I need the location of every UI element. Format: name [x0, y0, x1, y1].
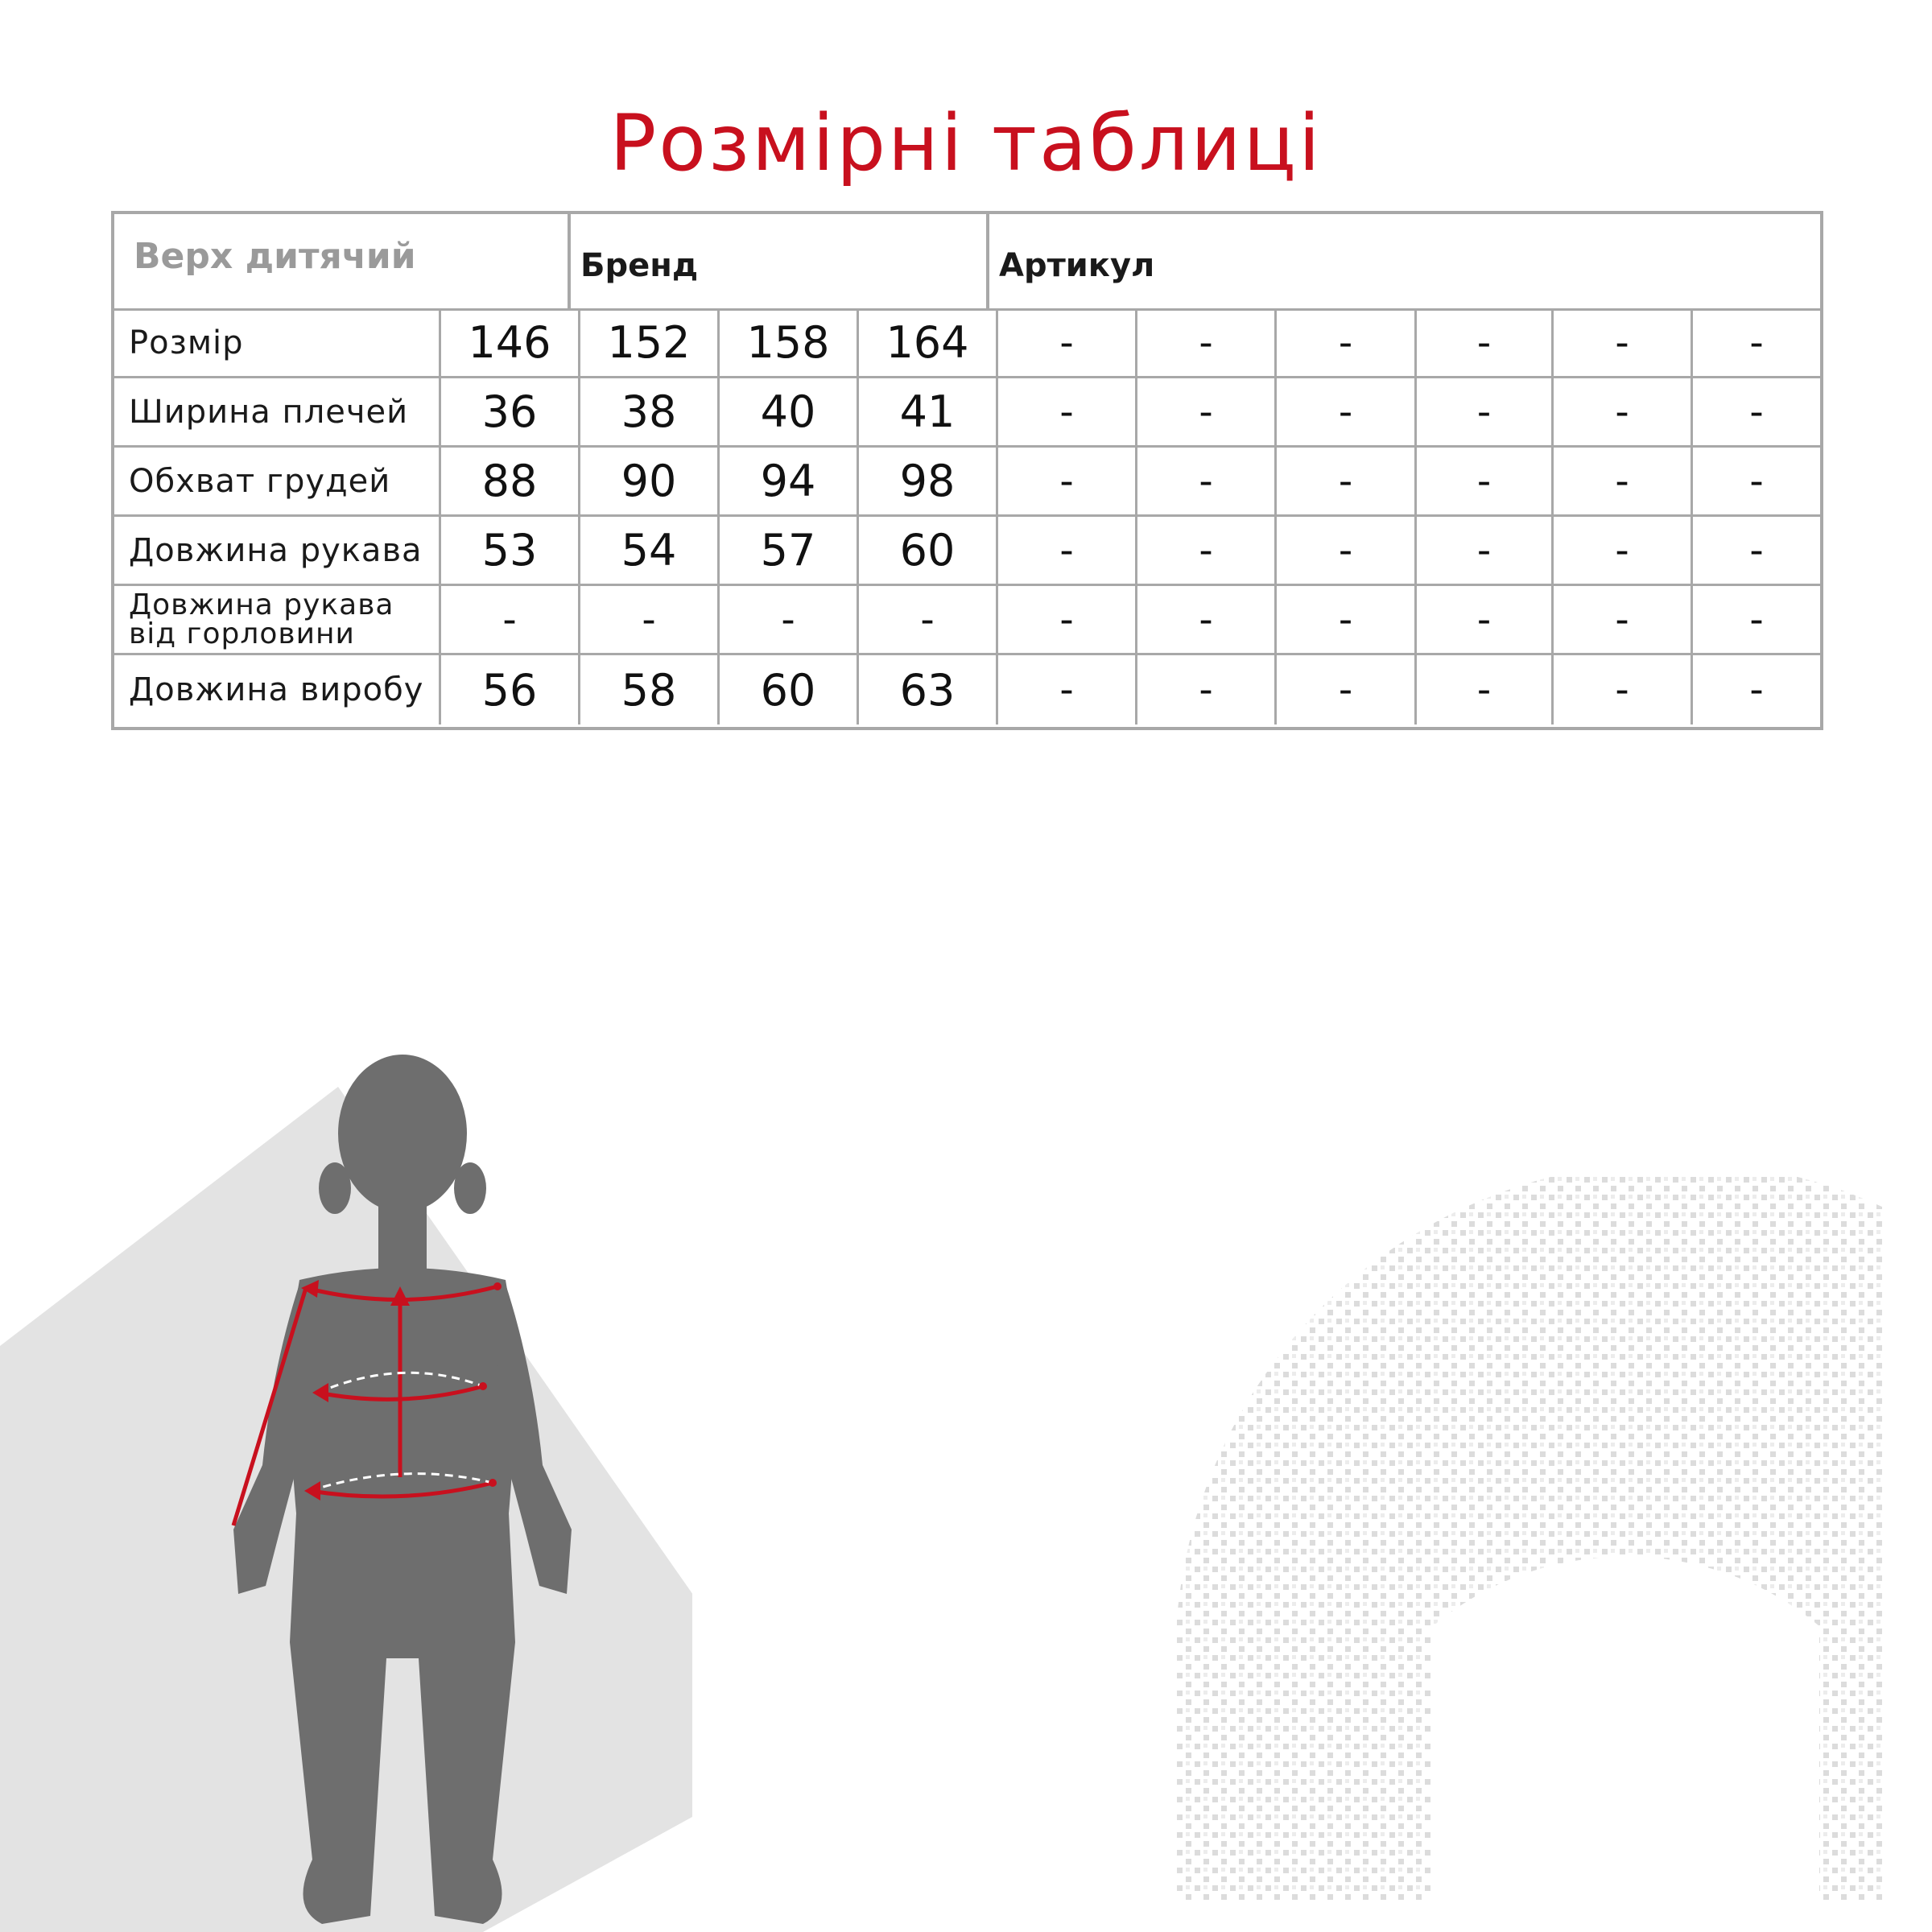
brand-label: Бренд	[580, 246, 699, 284]
table-cell: -	[1554, 586, 1693, 653]
table-cell: -	[1277, 655, 1417, 724]
row-label: Обхват грудей	[114, 448, 441, 514]
table-cell: 94	[720, 448, 859, 514]
table-row	[114, 378, 1820, 448]
table-cell: -	[1277, 309, 1417, 376]
table-cell: 152	[580, 309, 720, 376]
table-cell: -	[998, 655, 1137, 724]
table-cell: 53	[441, 517, 580, 584]
table-cell: 56	[441, 655, 580, 724]
table-cell: -	[1749, 389, 1764, 435]
table-article-header	[989, 214, 1820, 311]
table-cell: -	[1277, 448, 1417, 514]
table-cell: -	[1417, 655, 1554, 724]
table-cell: 146	[441, 309, 580, 376]
table-cell: 36	[441, 378, 580, 445]
table-row	[114, 586, 1820, 655]
row-label: Довжина рукава	[114, 517, 441, 584]
table-cell: -	[1749, 320, 1764, 365]
table-cell: -	[998, 448, 1137, 514]
article-label: Артикул	[999, 246, 1155, 284]
table-cell: -	[1277, 586, 1417, 653]
ornament-ring	[1175, 1175, 1884, 1900]
table-cell: -	[1417, 517, 1554, 584]
table-cell: -	[580, 586, 720, 653]
table-cell: -	[1554, 517, 1693, 584]
table-cell: -	[1137, 586, 1277, 653]
table-row	[114, 655, 1820, 724]
row-label: Довжина виробу	[114, 655, 441, 724]
table-cell: -	[1749, 527, 1764, 573]
table-cell: -	[1417, 309, 1554, 376]
table-cell: 90	[580, 448, 720, 514]
table-cell: -	[1554, 448, 1693, 514]
table-cell: -	[1554, 309, 1693, 376]
table-cell: -	[1137, 448, 1277, 514]
size-table	[111, 211, 1823, 730]
table-cell: -	[1554, 655, 1693, 724]
table-cell: -	[859, 586, 998, 653]
table-category-header	[114, 214, 571, 311]
table-cell: 38	[580, 378, 720, 445]
table-cell: -	[1137, 378, 1277, 445]
table-cell: -	[1749, 458, 1764, 504]
table-cell: 54	[580, 517, 720, 584]
table-row	[114, 448, 1820, 517]
table-cell: -	[1554, 378, 1693, 445]
table-cell: 60	[720, 655, 859, 724]
table-cell: -	[1277, 517, 1417, 584]
table-brand-header	[571, 214, 989, 311]
row-label: Розмір	[114, 309, 441, 376]
table-cell: -	[1137, 517, 1277, 584]
table-cell: -	[998, 586, 1137, 653]
child-silhouette-measurement-icon	[0, 1030, 692, 1932]
category-label: Верх дитячий	[134, 236, 416, 277]
row-label: Ширина плечей	[114, 378, 441, 445]
table-cell: -	[441, 586, 580, 653]
table-cell: -	[998, 378, 1137, 445]
page-title: Розмірні таблиці	[609, 98, 1323, 188]
table-cell: 164	[859, 309, 998, 376]
table-cell: 63	[859, 655, 998, 724]
table-row	[114, 517, 1820, 586]
row-label: Довжина рукава від горловини	[114, 586, 441, 653]
table-cell: -	[1417, 448, 1554, 514]
table-cell: -	[1277, 378, 1417, 445]
table-cell: -	[1137, 309, 1277, 376]
table-cell: 57	[720, 517, 859, 584]
table-cell: 58	[580, 655, 720, 724]
table-cell: 88	[441, 448, 580, 514]
table-cell: 41	[859, 378, 998, 445]
table-cell: 40	[720, 378, 859, 445]
table-cell: 158	[720, 309, 859, 376]
table-cell: -	[720, 586, 859, 653]
table-cell: -	[1417, 378, 1554, 445]
table-cell: -	[1749, 667, 1764, 712]
table-cell: -	[1749, 597, 1764, 642]
table-cell: 98	[859, 448, 998, 514]
table-cell: 60	[859, 517, 998, 584]
table-cell: -	[998, 309, 1137, 376]
table-cell: -	[1137, 655, 1277, 724]
table-cell: -	[1417, 586, 1554, 653]
table-row	[114, 309, 1820, 378]
table-cell: -	[998, 517, 1137, 584]
embroidery-ornament-icon	[1175, 1175, 1884, 1900]
